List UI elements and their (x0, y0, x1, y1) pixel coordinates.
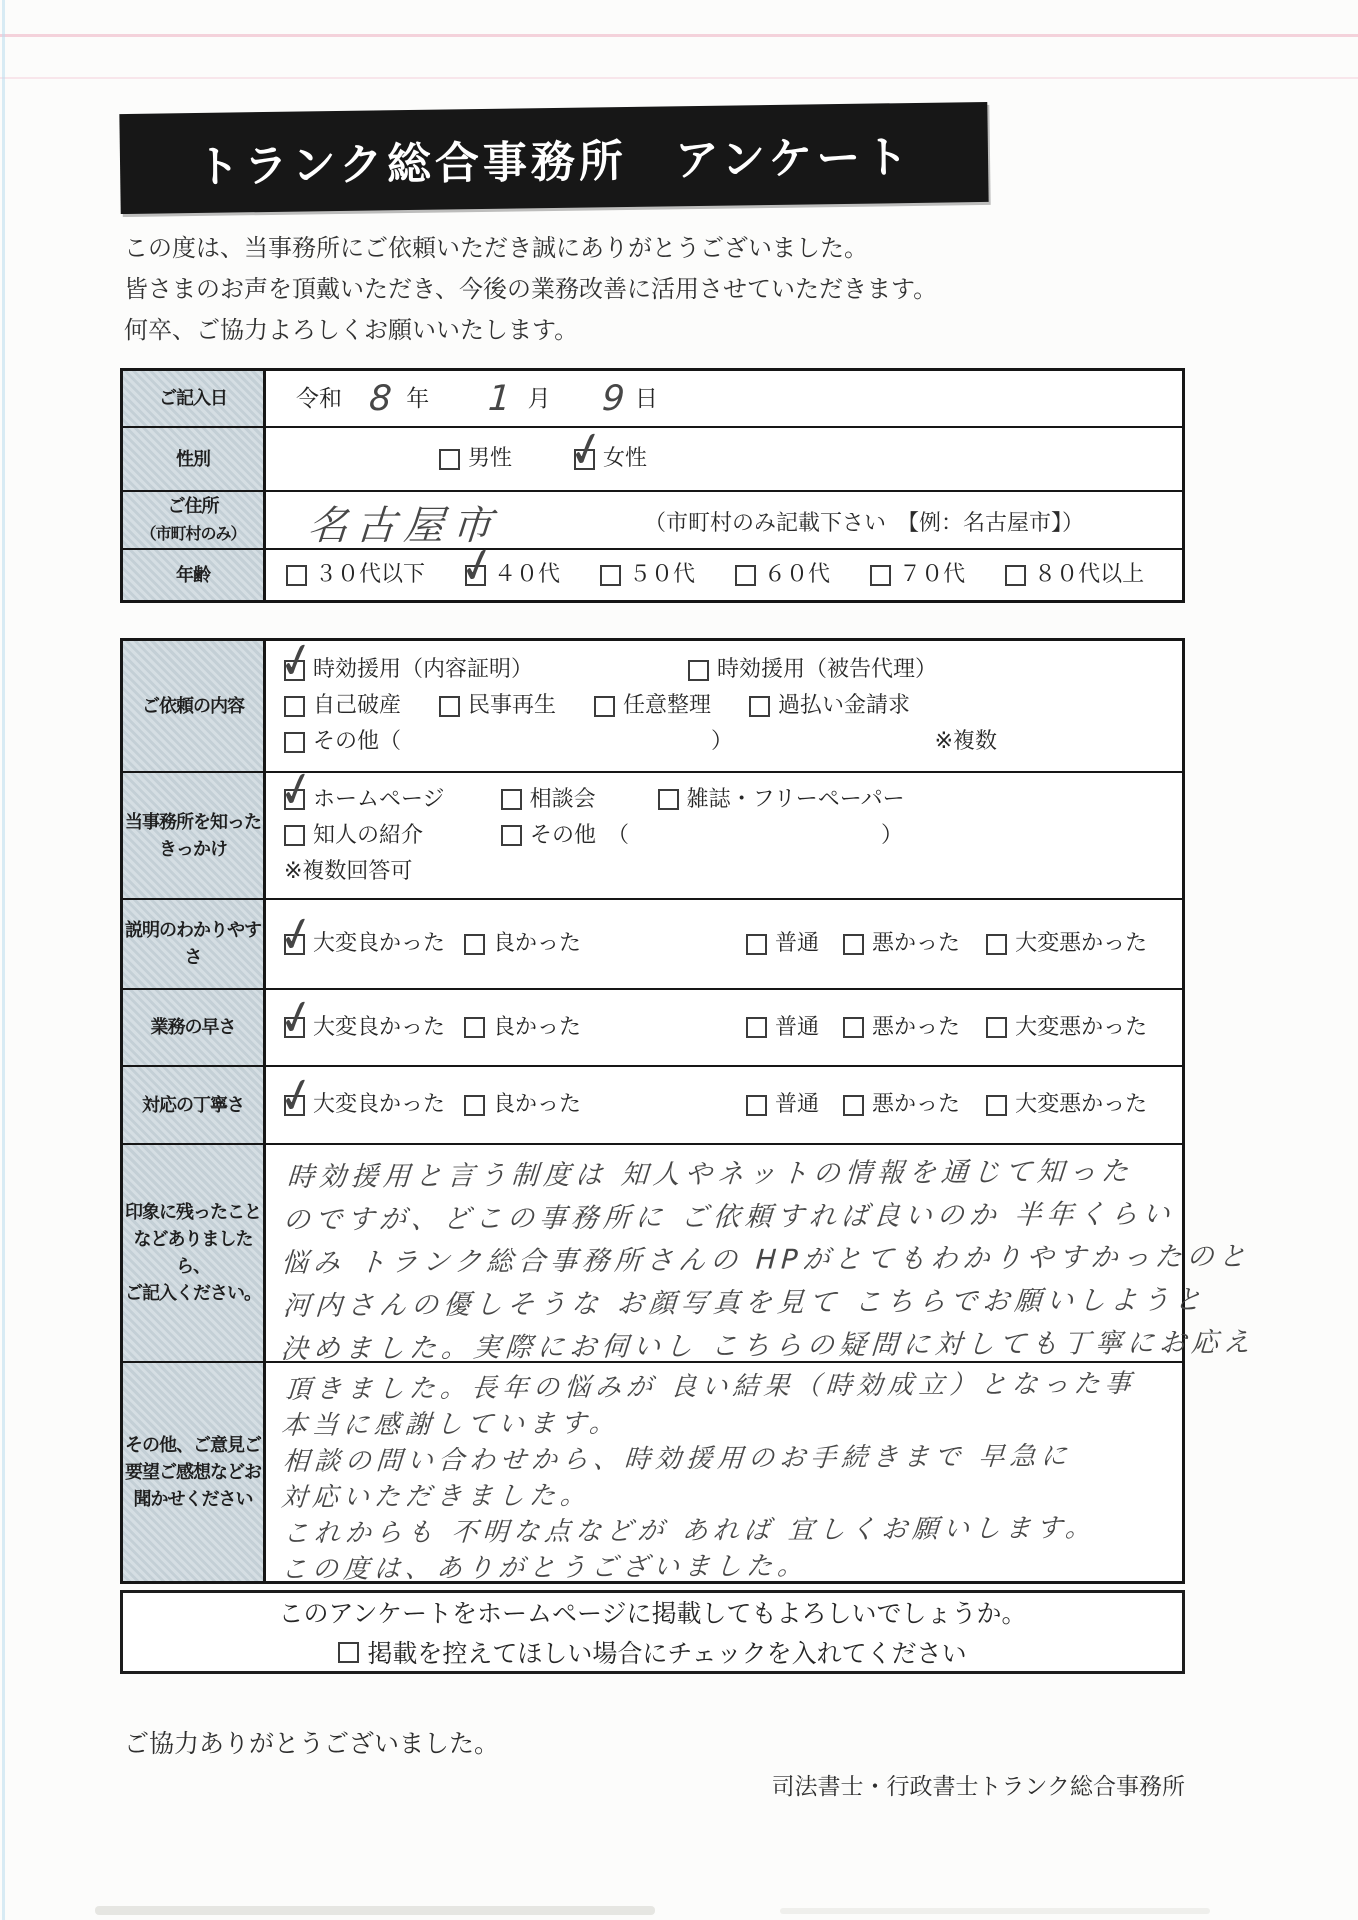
checkbox-option-rating[interactable] (284, 1087, 445, 1123)
checkbox[interactable] (284, 660, 305, 681)
clarity-row (123, 898, 1182, 988)
checkbox[interactable] (284, 789, 305, 810)
publish-optout-label: 掲載を控えてほしい場合にチェックを入れてください (367, 1639, 967, 1668)
checkbox[interactable] (600, 565, 621, 586)
checkbox[interactable] (439, 696, 460, 717)
checkbox-option-rating[interactable] (986, 1010, 1147, 1046)
address-label (123, 492, 266, 548)
checkbox-label: 時効援用（被告代理） (717, 657, 938, 682)
address-label-line: ご住所 (167, 496, 219, 517)
year-unit: 年 (406, 385, 430, 412)
checkbox[interactable] (338, 1642, 359, 1663)
politeness-row (123, 1065, 1182, 1143)
speed-row (123, 988, 1182, 1065)
checkbox-label: ６０代 (764, 562, 831, 587)
impression-label-line: ご記入ください。 (125, 1283, 261, 1304)
checkbox-option-request[interactable] (594, 688, 711, 724)
checkbox-option-rating[interactable] (284, 926, 445, 962)
checkbox-option-age[interactable] (735, 557, 830, 593)
clarity-field (266, 900, 1182, 988)
checkbox-option-source-other[interactable] (501, 818, 629, 854)
checkbox-label: ５０代 (629, 562, 696, 587)
address-row (123, 490, 1182, 548)
other-comments-field[interactable] (266, 1363, 1182, 1585)
checkbox[interactable] (986, 934, 1007, 955)
checkbox[interactable] (1005, 565, 1026, 586)
checkbox-option-age[interactable] (1005, 557, 1144, 593)
source-label-line: きっかけ (159, 838, 227, 860)
request-label: ご依頼の内容 (123, 641, 266, 771)
date-row (123, 371, 1182, 426)
checkbox-option-source[interactable] (658, 782, 905, 818)
checkbox-option-age[interactable] (600, 557, 695, 593)
address-note: （市町村のみ記載下さい 【例：名古屋市】） (644, 511, 1085, 536)
checkbox[interactable] (464, 1017, 485, 1038)
checkbox[interactable] (284, 732, 305, 753)
survey-table (120, 638, 1257, 1585)
publish-question: このアンケートをホームページに掲載してもよろしいでしょうか。 (278, 1599, 1027, 1628)
gender-field (266, 428, 1182, 490)
profile-table (120, 368, 1185, 603)
checkbox-option-request-other[interactable] (284, 724, 401, 760)
intro-line: 皆さまのお声を頂戴いただき、今後の業務改善に活用させていただきます。 (124, 275, 938, 303)
impression-field[interactable] (266, 1145, 1257, 1365)
checkbox[interactable] (986, 1095, 1007, 1116)
scan-artifact-line (0, 77, 1358, 79)
handwritten-line: 決めました。実際にお伺いし こちらの疑問に対しても丁寧にお応え (280, 1327, 1257, 1365)
impression-label-line: 印象に残ったこと (125, 1202, 261, 1223)
checkbox-label: ７０代 (899, 562, 966, 587)
checkbox-option-request[interactable] (749, 688, 910, 724)
checkbox-label: 雑誌・フリーペーパー (686, 786, 905, 812)
checkbox[interactable] (284, 1017, 305, 1038)
checkbox[interactable] (594, 696, 615, 717)
checkbox-option-request[interactable] (284, 652, 533, 688)
impression-label-line: などありましたら、 (133, 1229, 253, 1277)
checkbox-option-source[interactable] (284, 782, 445, 818)
publish-consent-box (120, 1590, 1185, 1674)
checkbox[interactable] (284, 696, 305, 717)
checkbox-label: ホームページ (313, 786, 445, 812)
address-field[interactable] (266, 492, 1182, 548)
checkbox-option-rating[interactable] (464, 926, 581, 962)
checkbox-label: 普通 (775, 931, 820, 956)
handwritten-line: 本当に感謝しています。 (280, 1408, 622, 1441)
checkbox-label: 過払い金請求 (778, 693, 911, 718)
checkbox[interactable] (749, 696, 770, 717)
month-unit: 月 (527, 385, 551, 412)
politeness-field (266, 1067, 1182, 1143)
intro-line: この度は、当事務所にご依頼いただき誠にありがとうございました。 (124, 234, 868, 262)
checkbox-label: 任意整理 (623, 693, 712, 718)
checkbox-label: 大変良かった (313, 1014, 446, 1040)
request-row (123, 641, 1182, 771)
checkbox-option-age[interactable] (286, 557, 425, 593)
checkbox-option-male[interactable] (439, 441, 512, 477)
checkbox-option-age[interactable] (870, 557, 965, 593)
thanks-text: ご協力ありがとうございました。 (124, 1729, 500, 1758)
checkbox[interactable] (870, 565, 891, 586)
page-title: トランク総合事務所 アンケート (195, 132, 913, 193)
paren-close: ） (881, 822, 904, 848)
clarity-label: 説明のわかりやすさ (123, 900, 266, 988)
checkbox[interactable] (843, 934, 864, 955)
checkbox[interactable] (843, 1017, 864, 1038)
era-label: 令和 (296, 385, 342, 412)
checkbox-option-rating[interactable] (843, 926, 960, 962)
checkbox-option-female[interactable] (574, 441, 647, 477)
checkbox-label: 相談会 (529, 786, 596, 812)
other-comments-row (123, 1361, 1182, 1585)
handwritten-line: この度は、ありがとうございました。 (280, 1551, 810, 1585)
checkbox-label: 良かった (493, 931, 582, 956)
age-row (123, 548, 1182, 600)
checkbox-label: その他 （ (530, 822, 630, 848)
checkbox[interactable] (284, 825, 305, 846)
checkbox-label: 普通 (775, 1014, 820, 1040)
checkbox-option-request[interactable] (439, 688, 556, 724)
checkbox-option-rating[interactable] (986, 926, 1147, 962)
checkbox[interactable] (658, 789, 679, 810)
checkbox-label: 大変悪かった (1015, 1092, 1148, 1117)
checkbox-label: 普通 (775, 1092, 820, 1117)
age-label: 年齢 (123, 550, 266, 600)
age-field (266, 550, 1182, 600)
other-label-line: 聞かせください (133, 1488, 253, 1510)
multi-note: ※複数回答可 (284, 858, 413, 884)
politeness-label: 対応の丁寧さ (123, 1067, 266, 1143)
address-label-sub: （市町村のみ） (140, 524, 246, 543)
checkbox-option-rating[interactable] (464, 1087, 581, 1123)
checkbox[interactable] (465, 565, 486, 586)
checkbox-label: 大変悪かった (1015, 1014, 1148, 1040)
address-value[interactable]: 名古屋市 (306, 503, 502, 549)
checkbox[interactable] (746, 934, 767, 955)
checkbox[interactable] (439, 449, 460, 470)
checkbox[interactable] (284, 934, 305, 955)
checkbox-label: 自己破産 (313, 693, 402, 718)
handwritten-line: 対応いただきました。 (280, 1480, 593, 1513)
checkbox[interactable] (688, 660, 709, 681)
checkbox[interactable] (464, 934, 485, 955)
intro-text (124, 228, 937, 351)
office-name: 司法書士・行政書士トランク総合事務所 (771, 1774, 1185, 1800)
checkbox-label: 大変悪かった (1015, 931, 1148, 956)
handwritten-line: 悩み トランク総合事務所さんの HPがとてもわかりやすかったのと (280, 1241, 1252, 1279)
checkbox[interactable] (464, 1095, 485, 1116)
handwritten-line: のですが、どこの事務所に ご依頼すれば良いのか 半年くらい (282, 1198, 1176, 1236)
title-banner (119, 102, 988, 214)
checkbox[interactable] (286, 565, 307, 586)
checkbox-label: その他（ (313, 729, 402, 754)
scan-edge (2, 0, 5, 1920)
source-label-line: 当事務所を知った (125, 811, 261, 833)
scan-artifact-smudge (95, 1906, 655, 1915)
checkbox-label: ４０代 (494, 562, 561, 587)
gender-row (123, 426, 1182, 490)
date-field[interactable] (266, 371, 1182, 426)
multi-note: ※複数 (934, 729, 997, 754)
speed-label: 業務の早さ (123, 990, 266, 1065)
day-value[interactable]: 9 (600, 378, 628, 419)
day-unit: 日 (634, 385, 658, 412)
paren-close: ） (711, 729, 734, 754)
gender-label: 性別 (123, 428, 266, 490)
impression-row (123, 1143, 1257, 1365)
source-field (266, 773, 1182, 898)
checkbox[interactable] (574, 449, 595, 470)
checkbox-option-rating[interactable] (746, 926, 819, 962)
date-label: ご記入日 (123, 371, 266, 426)
request-field (266, 641, 1182, 771)
checkbox-option-rating[interactable] (464, 1010, 581, 1046)
checkbox[interactable] (843, 1095, 864, 1116)
checkbox-option-age[interactable] (465, 557, 560, 593)
checkbox-option-source[interactable] (284, 818, 423, 854)
other-label-line: 要望ご感想などお (125, 1461, 261, 1483)
checkbox-option-rating[interactable] (843, 1010, 960, 1046)
source-row (123, 771, 1182, 898)
checkbox-option-rating[interactable] (843, 1087, 960, 1123)
checkbox-label: 良かった (493, 1092, 582, 1117)
checkbox-label: 時効援用（内容証明） (313, 657, 534, 682)
checkbox-option-rating[interactable] (746, 1010, 819, 1046)
checkbox-option-rating[interactable] (284, 1010, 445, 1046)
checkbox-label: 悪かった (872, 931, 961, 956)
other-label-line: その他、ご意見ご (125, 1434, 261, 1456)
checkbox-label: 大変良かった (313, 931, 446, 956)
checkbox[interactable] (501, 825, 522, 846)
handwritten-line: 時効援用と言う制度は 知人やネットの情報を通じて知った (286, 1156, 1135, 1193)
impression-label (123, 1145, 266, 1361)
checkbox[interactable] (501, 789, 522, 810)
month-value[interactable]: 1 (487, 378, 515, 419)
checkbox-option-rating[interactable] (746, 1087, 819, 1123)
checkbox-label: 大変良かった (313, 1092, 446, 1117)
scan-artifact-smudge (780, 1908, 1210, 1914)
checkbox-label: 民事再生 (468, 693, 557, 718)
checkbox-label: ８０代以上 (1034, 562, 1145, 587)
year-value[interactable]: 8 (367, 378, 395, 419)
checkbox-option-request[interactable] (688, 652, 937, 688)
intro-line: 何卒、ご協力よろしくお願いいたします。 (124, 316, 579, 344)
checkbox-option-source[interactable] (501, 782, 596, 818)
source-label (123, 773, 266, 898)
speed-field (266, 990, 1182, 1065)
checkbox[interactable] (735, 565, 756, 586)
checkbox[interactable] (746, 1017, 767, 1038)
other-comments-label (123, 1363, 266, 1581)
checkbox-label: 男性 (468, 446, 513, 471)
scan-artifact-line (0, 34, 1358, 37)
handwritten-line: 相談の問い合わせから、時効援用のお手続きまで 早急に (282, 1441, 1073, 1477)
checkbox-label: 悪かった (872, 1092, 961, 1117)
checkbox-label: 良かった (493, 1014, 582, 1040)
checkbox-label: 女性 (603, 446, 648, 471)
checkbox[interactable] (284, 1095, 305, 1116)
checkbox-option-request[interactable] (284, 688, 401, 724)
checkbox-label: 知人の紹介 (313, 822, 424, 848)
checkbox-label: ３０代以下 (315, 562, 426, 587)
handwritten-line: 河内さんの優しそうな お顔写真を見て こちらでお願いしようと (282, 1284, 1208, 1322)
handwritten-line: これからも 不明な点などが あれば 宜しくお願いします。 (282, 1513, 1098, 1549)
checkbox-label: 悪かった (872, 1014, 961, 1040)
checkbox-option-rating[interactable] (986, 1087, 1147, 1123)
checkbox[interactable] (746, 1095, 767, 1116)
handwritten-line: 頂きました。長年の悩みが 良い結果（時効成立）となった事 (284, 1369, 1137, 1405)
checkbox[interactable] (986, 1017, 1007, 1038)
